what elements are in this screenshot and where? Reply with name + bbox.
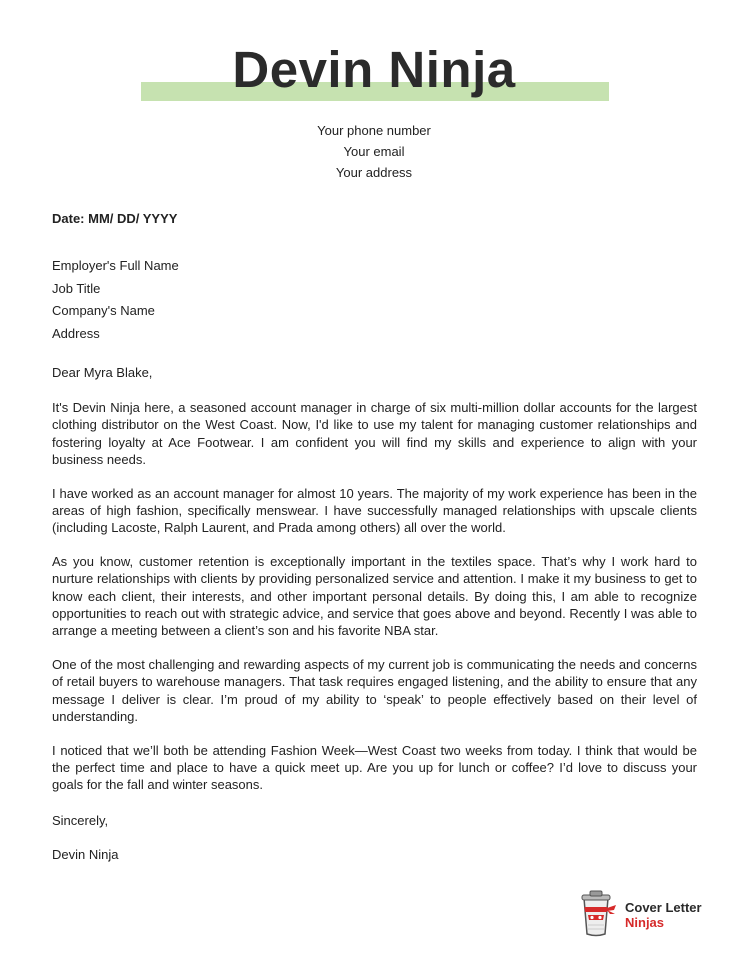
signature-name: Devin Ninja — [52, 847, 119, 862]
closing: Sincerely, — [52, 813, 109, 828]
contact-block — [0, 120, 748, 183]
contact-phone: Your phone number — [317, 123, 431, 138]
contact-address: Your address — [335, 165, 413, 180]
body-paragraph: As you know, customer retention is exceptionally important in the textiles space. That’s why I work hard to nurture relationships with clients by providing personalized service and attention. I make it my business to get to know each client, their interests, and other important personal details. By doing this, I am able to recognize opportunities to reach out with strategic advice, and service that goes above and beyond. Recently I was able to arrange a meeting between a client’s son and his favorite NBA star. — [52, 554, 697, 639]
body-paragraph: I have worked as an account manager for almost 10 years. The majority of my work experience has been in the areas of high fashion, specifically menswear. I have successfully managed relationships with upscale clients (including Lacoste, Ralph Laurent, and Prada among others) all over the world. — [52, 485, 697, 536]
logo-line-cover-letter: Cover Letter — [625, 900, 702, 915]
letter-body — [52, 399, 697, 810]
body-paragraph: It's Devin Ninja here, a seasoned account manager in charge of six multi-million dollar accounts for the largest clothing distributor on the West Coast. Now, I'd like to use my talent for managing customer relationships and fostering loyalty at Ace Footwear. I am confident you will find my skills and experience to align with your business needs. — [52, 400, 697, 467]
ninja-mascot-icon — [574, 890, 618, 938]
employer-block — [52, 255, 179, 346]
employer-company-name: Company's Name — [52, 303, 155, 319]
logo-line-ninjas: Ninjas — [625, 915, 665, 930]
employer-full-name: Employer's Full Name — [52, 258, 179, 273]
body-paragraph: I noticed that we’ll both be attending Fashion Week—West Coast two weeks from today. I think that would be the perfect time and place to have a quick meet up. Are you up for lunch or coffee? I’d love to discuss your goals for the fall and winter seasons. — [52, 742, 697, 793]
employer-address: Address — [52, 326, 100, 342]
employer-job-title: Job Title — [52, 280, 101, 296]
cover-letter-ninjas-logo — [574, 890, 724, 938]
contact-email: Your email — [343, 144, 405, 159]
applicant-name: Devin Ninja — [232, 41, 516, 98]
letter-date: Date: MM/ DD/ YYYY — [52, 211, 178, 226]
salutation: Dear Myra Blake, — [52, 365, 153, 380]
body-paragraph: One of the most challenging and rewarding aspects of my current job is communicating the needs and concerns of retail buyers to warehouse managers. That task requires engaged listening, and the ability to ensure that any message I deliver is clear. I’m proud of my ability to ‘speak’ to people effectively based on their level of understanding. — [52, 657, 697, 724]
